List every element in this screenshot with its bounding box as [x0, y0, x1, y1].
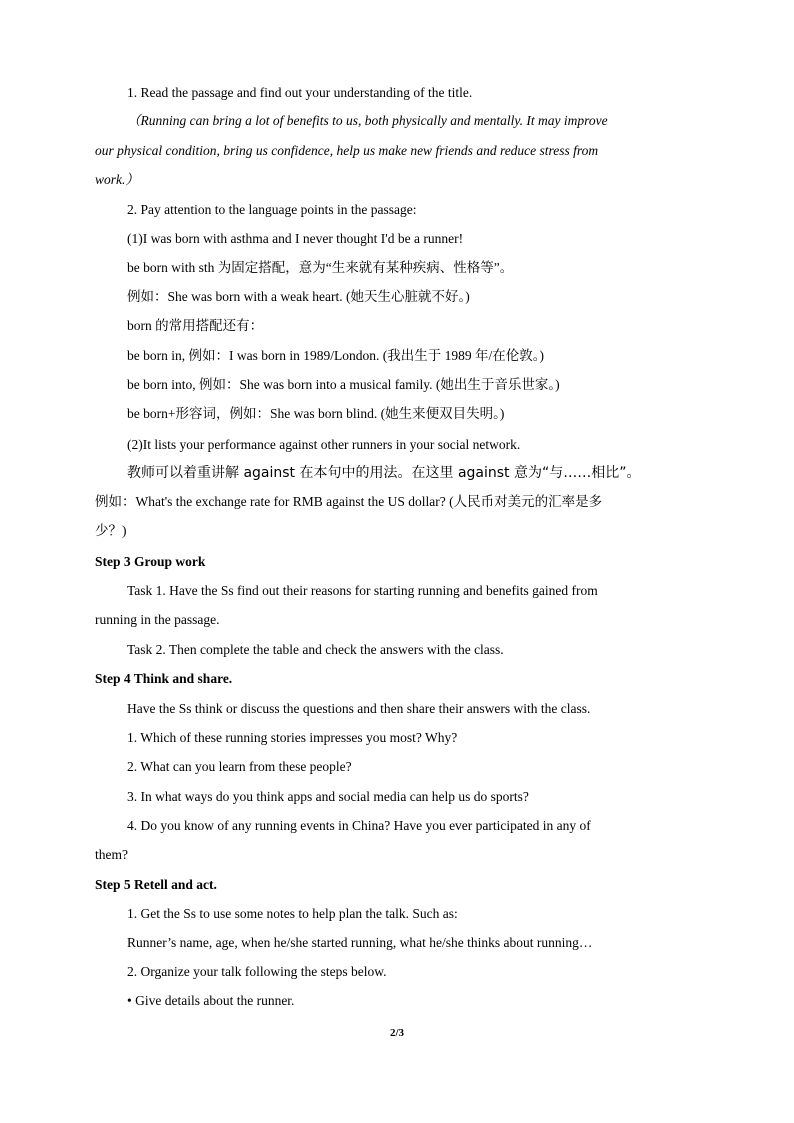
step-3-heading: Step 3 Group work [95, 554, 206, 569]
step-4-intro: Have the Ss think or discuss the questions and then share their answers with the class. [127, 701, 591, 716]
step-5-item-1: 1. Get the Ss to use some notes to help plan the talk. Such as: [127, 906, 458, 921]
step-5-item-2: 2. Organize your talk following the steps below. [127, 964, 387, 979]
example-line: be born in, 例如：I was born in 1989/London. (我出生于 1989 年/在伦敦。) [127, 348, 544, 363]
bullet-item: • Give details about the runner. [127, 993, 295, 1008]
answer-line-1: （Running can bring a lot of benefits to us, both physically and mentally. It may improve [127, 113, 608, 128]
answer-line-3: work.） [95, 172, 139, 187]
language-point-2: (2)It lists your performance against other runners in your social network. [127, 437, 521, 452]
example-line: be born into, 例如：She was born into a musical family. (她出生于音乐世家。) [127, 377, 560, 392]
notes-example: Runner’s name, age, when he/she started running, what he/she thinks about running… [127, 935, 593, 950]
language-point-1: (1)I was born with asthma and I never thought I'd be a runner! [127, 231, 464, 246]
task-1-line: Task 1. Have the Ss find out their reasons for starting running and benefits gained from [127, 583, 598, 598]
task-1-line-end: running in the passage. [95, 612, 220, 627]
instruction-1: 1. Read the passage and find out your understanding of the title. [127, 85, 473, 100]
note-line: born 的常用搭配还有： [127, 318, 264, 333]
instruction-2: 2. Pay attention to the language points in the passage: [127, 202, 417, 217]
question-4-end: them? [95, 847, 128, 862]
example-line-end: 少？) [95, 523, 127, 538]
example-line: be born+形容词，例如：She was born blind. (她生来便双目失明。) [127, 406, 505, 421]
teacher-note: 教师可以着重讲解 against 在本句中的用法。在这里 against 意为“与……相比”。 [127, 465, 641, 481]
task-2-line: Task 2. Then complete the table and check the answers with the class. [127, 642, 504, 657]
question-3: 3. In what ways do you think apps and social media can help us do sports? [127, 789, 529, 804]
example-line: 例如：What's the exchange rate for RMB against the US dollar? (人民币对美元的汇率是多 [95, 494, 603, 509]
question-4: 4. Do you know of any running events in China? Have you ever participated in any of [127, 818, 591, 833]
question-1: 1. Which of these running stories impresses you most? Why? [127, 730, 458, 745]
page-number: 2/3 [389, 1027, 405, 1039]
answer-line-2: our physical condition, bring us confidence, help us make new friends and reduce stress from [95, 143, 599, 158]
example-line: 例如：She was born with a weak heart. (她天生心脏就不好。) [127, 289, 470, 304]
question-2: 2. What can you learn from these people? [127, 759, 352, 774]
step-4-heading: Step 4 Think and share. [95, 671, 233, 686]
note-line: be born with sth 为固定搭配，意为“生来就有某种疾病、性格等”。 [127, 260, 514, 275]
step-5-heading: Step 5 Retell and act. [95, 877, 217, 892]
